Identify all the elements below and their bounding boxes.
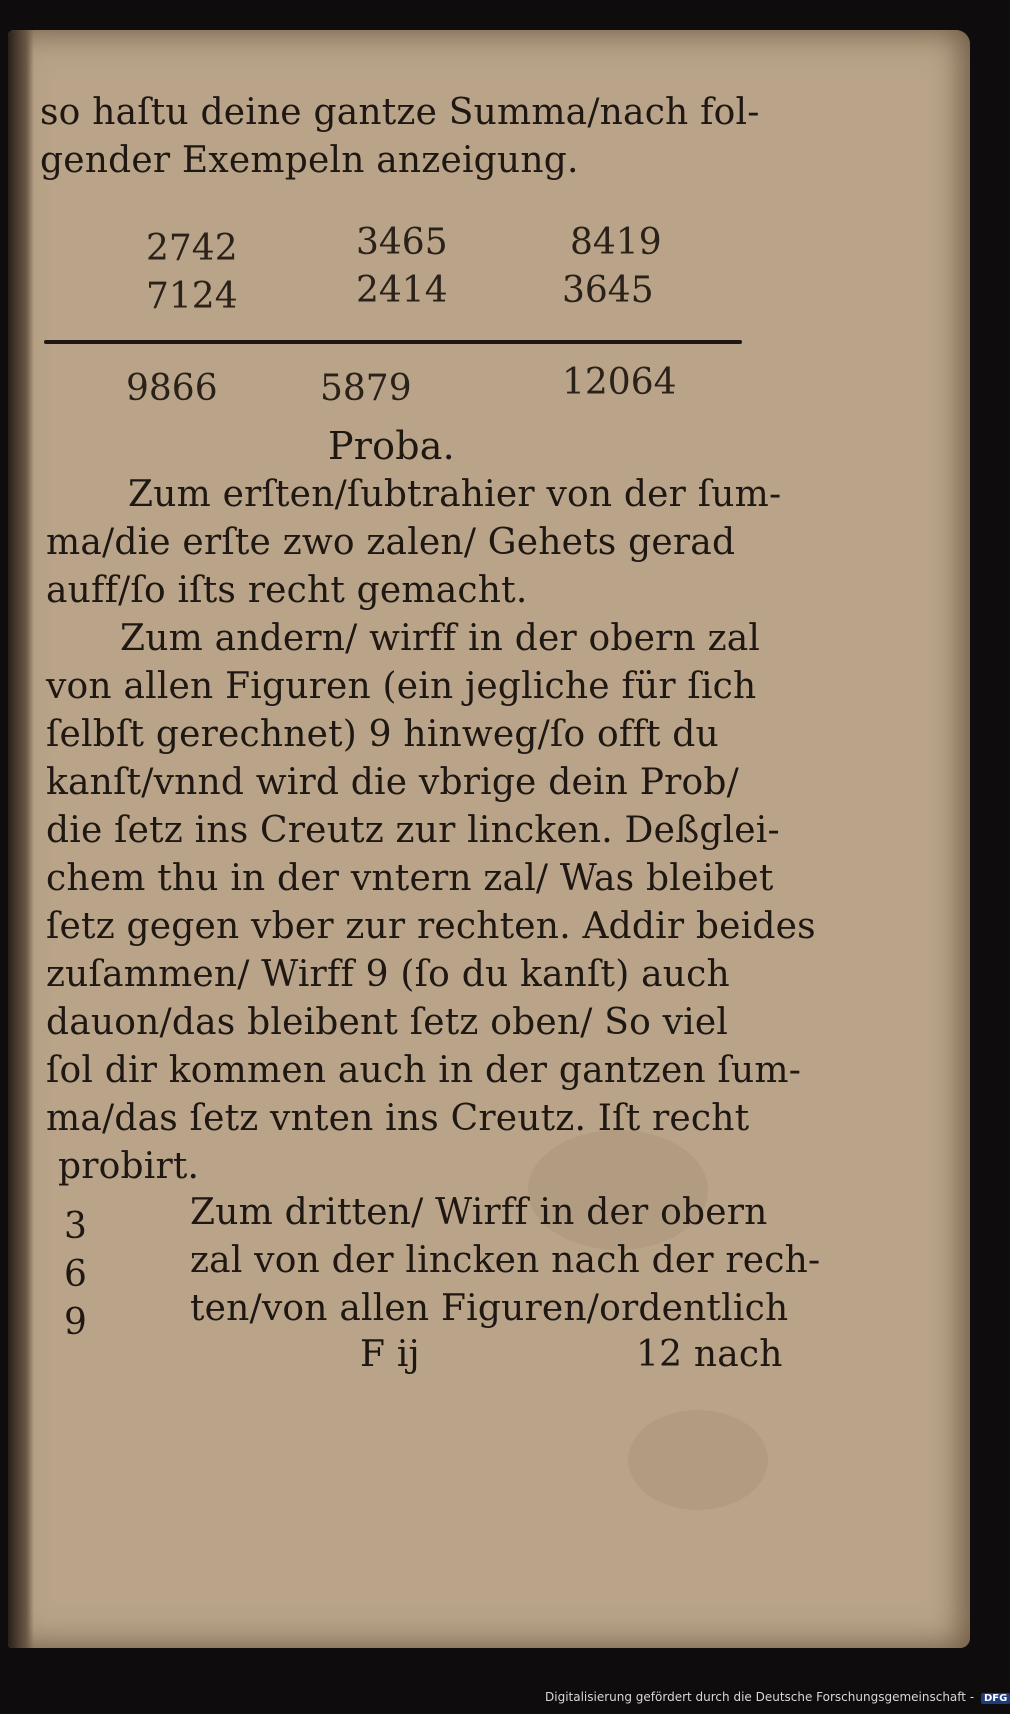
- text-line-1: so haſtu deine gantze Summa/nach fol-: [40, 92, 760, 133]
- final-line-2: zal von der lincken nach der rech-: [190, 1240, 821, 1281]
- body-line-2: ma/die erſte zwo zalen/ Gehets gerad: [46, 522, 736, 563]
- body-line-14: ma/das ſetz vnten ins Creutz. Iſt recht: [46, 1098, 750, 1139]
- addend-1-col-1: 2742: [146, 228, 238, 269]
- sum-rule: [44, 340, 742, 344]
- addend-2-col-1: 7124: [146, 276, 238, 317]
- heading-proba: Proba.: [328, 424, 455, 468]
- body-line-5: von allen Figuren (ein jegliche für ſich: [46, 666, 757, 707]
- paper-stain: [628, 1410, 768, 1510]
- body-line-6: ſelbſt gerechnet) 9 hinweg/ſo offt du: [46, 714, 719, 755]
- text-line-2: gender Exempeln anzeigung.: [40, 140, 579, 181]
- body-line-10: ſetz gegen vber zur rechten. Addir beides: [46, 906, 816, 947]
- sum-col-2: 5879: [320, 368, 412, 409]
- body-line-9: chem thu in der vntern zal/ Was bleibet: [46, 858, 774, 899]
- signature-mark: F ij: [360, 1334, 420, 1375]
- body-line-12: dauon/das bleibent ſetz oben/ So viel: [46, 1002, 729, 1043]
- body-line-15: probirt.: [58, 1146, 200, 1187]
- margin-digit-1: 3: [64, 1206, 88, 1247]
- body-line-3: auff/ſo iſts recht gemacht.: [46, 570, 528, 611]
- body-line-4: Zum andern/ wirff in der obern zal: [120, 618, 761, 659]
- body-line-8: die ſetz ins Creutz zur lincken. Deßglei-: [46, 810, 780, 851]
- addend-1-col-3: 8419: [570, 222, 662, 263]
- final-line-3: ten/von allen Figuren/ordentlich: [190, 1288, 789, 1329]
- addend-2-col-2: 2414: [356, 270, 448, 311]
- final-line-1: Zum dritten/ Wirff in der obern: [190, 1192, 768, 1233]
- digitization-footer: [545, 1690, 1010, 1710]
- sum-col-3: 12064: [562, 362, 677, 403]
- addend-1-col-2: 3465: [356, 222, 448, 263]
- addend-2-col-3: 3645: [562, 270, 654, 311]
- dfg-logo: DFG: [981, 1693, 1010, 1704]
- catchword: 12 nach: [636, 1334, 783, 1375]
- margin-digit-2: 6: [64, 1254, 88, 1295]
- body-line-1: Zum erſten/ſubtrahier von der ſum-: [128, 474, 782, 515]
- sum-col-1: 9866: [126, 368, 218, 409]
- footer-text: Digitalisierung gefördert durch die Deutsche Forschungsgemeinschaft -: [545, 1690, 975, 1704]
- body-line-13: ſol dir kommen auch in der gantzen ſum-: [46, 1050, 802, 1091]
- body-line-7: kanſt/vnnd wird die vbrige dein Prob/: [46, 762, 739, 803]
- page-gutter-shadow: [8, 30, 34, 1648]
- margin-digit-3: 9: [64, 1302, 88, 1343]
- body-line-11: zuſammen/ Wirff 9 (ſo du kanſt) auch: [46, 954, 730, 995]
